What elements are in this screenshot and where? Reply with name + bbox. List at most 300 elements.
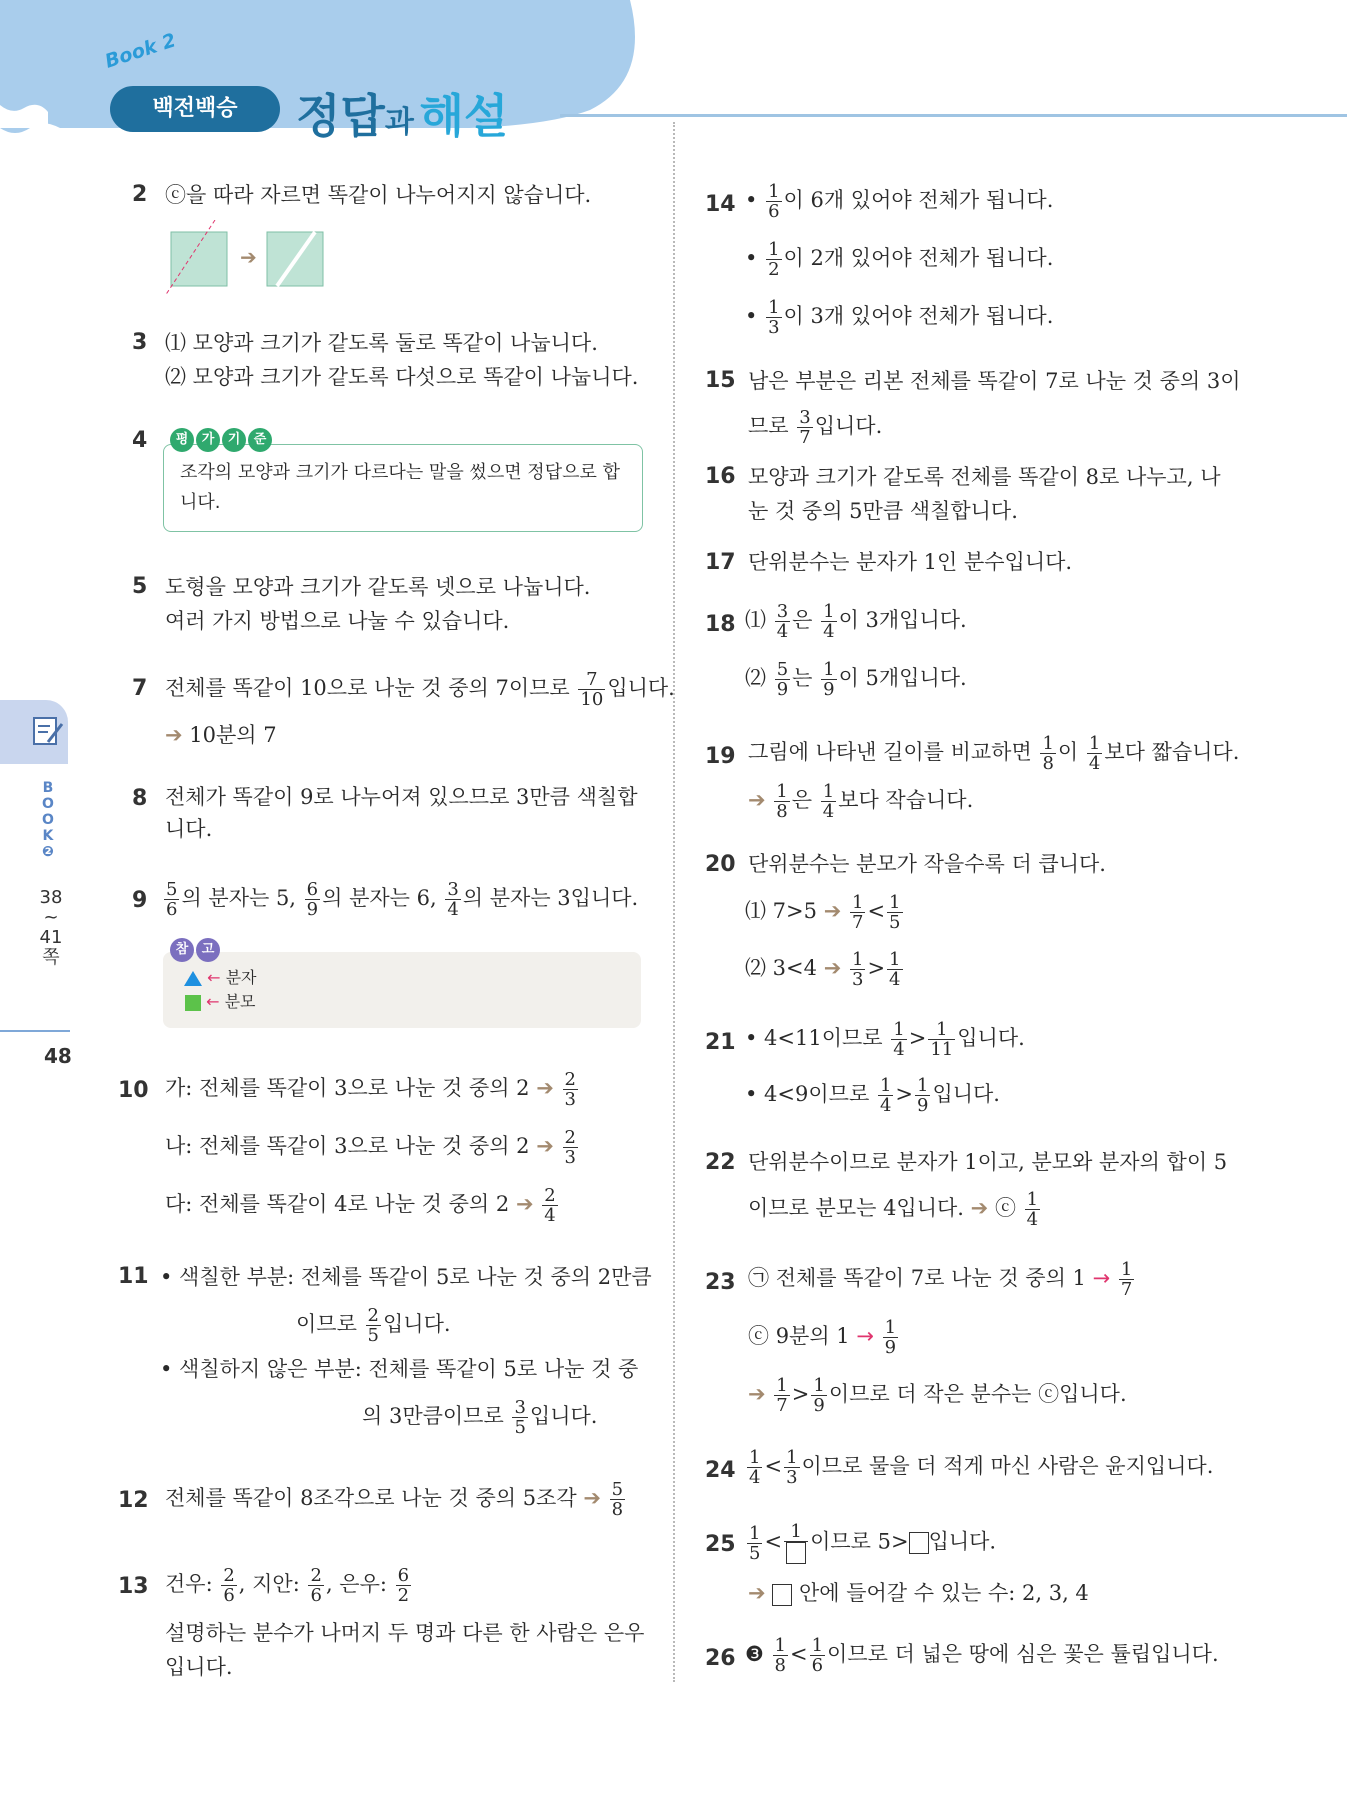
arrow-icon: ➔ bbox=[748, 1581, 766, 1605]
q22-line1: 단위분수이므로 분자가 1이고, 분모와 분자의 합이 5 bbox=[748, 1150, 1228, 1174]
denominator: 9 bbox=[823, 679, 835, 700]
circle-label: ❸ bbox=[745, 1642, 764, 1666]
note-legend bbox=[184, 966, 257, 1014]
q18-row bbox=[745, 660, 967, 699]
q14-row: • $\frac{1}{2}$ 이 2개 있어야 전체가 됩니다. bbox=[745, 239, 1054, 280]
q23-text: 9분의 1 bbox=[775, 1324, 850, 1348]
question-number: 10 bbox=[118, 1078, 149, 1103]
numerator: 1 bbox=[749, 1447, 761, 1468]
question-number: 18 bbox=[705, 612, 736, 637]
q15-text: 므로 bbox=[748, 414, 789, 438]
q5-line2: 여러 가지 방법으로 나눌 수 있습니다. bbox=[165, 609, 510, 633]
denominator: 4 bbox=[1026, 1209, 1039, 1230]
numerator: 3 bbox=[514, 1397, 526, 1418]
operator: > bbox=[895, 1082, 913, 1106]
blank-box bbox=[909, 1532, 929, 1554]
numerator: 1 bbox=[813, 1375, 825, 1396]
badge-char: 준 bbox=[248, 428, 272, 452]
q10-row bbox=[165, 1070, 580, 1109]
numerator: 5 bbox=[166, 879, 178, 900]
question-number: 17 bbox=[705, 550, 736, 575]
q15-line2 bbox=[748, 408, 882, 447]
denominator: 8 bbox=[611, 1499, 624, 1520]
q16-line2: 눈 것 중의 5만큼 색칠합니다. bbox=[748, 499, 1018, 523]
badge-char: 평 bbox=[170, 428, 194, 452]
numerator: 1 bbox=[776, 781, 788, 802]
numerator: 1 bbox=[768, 239, 780, 260]
denominator: 7 bbox=[776, 1395, 788, 1416]
fraction bbox=[766, 240, 781, 279]
numerator: 1 bbox=[1026, 1189, 1039, 1210]
page-number: 48 bbox=[44, 1044, 72, 1068]
denominator: 4 bbox=[822, 801, 835, 822]
legend-denominator: 분모 bbox=[224, 992, 256, 1011]
title-part-b: 과 bbox=[384, 105, 414, 140]
arrow-icon: → bbox=[856, 1324, 874, 1348]
fraction bbox=[1087, 734, 1102, 773]
title-part-a: 정답 bbox=[296, 89, 385, 143]
q5-line1: 도형을 모양과 크기가 같도록 넷으로 나눕니다. bbox=[165, 575, 591, 599]
q19-text: 보다 짧습니다. bbox=[1104, 740, 1240, 764]
arrow-icon: ➔ bbox=[536, 1076, 554, 1100]
denominator: 8 bbox=[774, 1655, 786, 1676]
denominator: 5 bbox=[514, 1417, 526, 1438]
operator: > bbox=[791, 1382, 810, 1406]
q20-row bbox=[745, 950, 905, 989]
denominator: 9 bbox=[813, 1395, 825, 1416]
q14-row: • $\frac{1}{6}$ 이 6개 있어야 전체가 됩니다. bbox=[745, 181, 1054, 222]
q13-line3: 입니다. bbox=[165, 1655, 233, 1679]
numerator: 1 bbox=[786, 1447, 798, 1468]
badge-char: 참 bbox=[170, 938, 194, 962]
fraction bbox=[563, 1070, 578, 1109]
denominator: 4 bbox=[1088, 753, 1101, 774]
badge-char: 기 bbox=[222, 428, 246, 452]
numerator: 1 bbox=[879, 1075, 892, 1096]
fraction bbox=[366, 1306, 381, 1345]
pages-start: 38 bbox=[39, 887, 63, 908]
q11-line4 bbox=[362, 1398, 597, 1437]
arrow-icon: ➔ bbox=[583, 1486, 601, 1510]
arrow-icon: ← bbox=[207, 968, 221, 987]
denominator bbox=[784, 1541, 808, 1564]
sidebar-rule bbox=[0, 1030, 70, 1032]
book-letter: O bbox=[42, 812, 54, 828]
fraction bbox=[915, 1076, 930, 1115]
denominator: 4 bbox=[889, 969, 901, 990]
numerator: 3 bbox=[447, 879, 459, 900]
fraction bbox=[1119, 1260, 1134, 1299]
numerator: 1 bbox=[1088, 733, 1101, 754]
q18-text: 이 5개입니다. bbox=[838, 666, 967, 690]
q25-line1 bbox=[745, 1522, 996, 1564]
book-label: Book 2 bbox=[102, 29, 179, 73]
denominator: 4 bbox=[879, 1095, 892, 1116]
note-icon bbox=[30, 714, 66, 750]
question-number: 13 bbox=[118, 1574, 149, 1599]
denominator: 3 bbox=[851, 969, 864, 990]
numerator: 1 bbox=[822, 781, 835, 802]
q15-text: 입니다. bbox=[814, 414, 883, 438]
q13-text: , 은우: bbox=[325, 1572, 387, 1596]
title-part-c: 해설 bbox=[419, 89, 509, 143]
q20-label: ⑵ 3<4 bbox=[745, 956, 817, 980]
denominator: 4 bbox=[544, 1205, 556, 1226]
fraction bbox=[766, 298, 781, 337]
numerator: 1 bbox=[917, 1075, 929, 1096]
arrow-icon: ➔ bbox=[970, 1196, 989, 1220]
q10-label: 다: 전체를 똑같이 4로 나눈 것 중의 2 bbox=[165, 1192, 510, 1216]
q18-row bbox=[745, 602, 967, 641]
numerator: 2 bbox=[564, 1069, 576, 1090]
q12-line bbox=[165, 1480, 627, 1519]
question-number: 25 bbox=[705, 1532, 736, 1557]
fraction bbox=[784, 1448, 799, 1487]
q14-row: • $\frac{1}{3}$ 이 3개 있어야 전체가 됩니다. bbox=[745, 297, 1054, 338]
q17-text: 단위분수는 분자가 1인 분수입니다. bbox=[748, 550, 1073, 574]
denominator: 3 bbox=[786, 1467, 798, 1488]
denominator: 9 bbox=[917, 1095, 929, 1116]
q19-text: 보다 작습니다. bbox=[838, 788, 974, 812]
q10-row bbox=[165, 1128, 580, 1167]
q23-text: 전체를 똑같이 7로 나눈 것 중의 1 bbox=[775, 1266, 1086, 1290]
fraction bbox=[850, 950, 865, 989]
question-number: 16 bbox=[705, 464, 736, 489]
q24-line bbox=[745, 1448, 1213, 1487]
sidebar-pages bbox=[36, 888, 66, 968]
fraction bbox=[811, 1376, 826, 1415]
numerator: 1 bbox=[893, 1019, 905, 1040]
q10-label: 나: 전체를 똑같이 3으로 나눈 것 중의 2 bbox=[165, 1134, 530, 1158]
q22-line2 bbox=[748, 1190, 1042, 1229]
arrow-icon: ➔ bbox=[536, 1134, 554, 1158]
fraction bbox=[821, 660, 836, 699]
q2-figure bbox=[165, 220, 345, 300]
fraction bbox=[766, 182, 781, 221]
q24-text: 이므로 물을 더 적게 마신 사람은 윤지입니다. bbox=[801, 1454, 1214, 1478]
q8-line2: 니다. bbox=[165, 817, 213, 841]
fraction bbox=[164, 880, 179, 919]
denominator: 3 bbox=[564, 1147, 576, 1168]
legend-numerator: 분자 bbox=[225, 968, 257, 987]
denominator: 2 bbox=[768, 259, 780, 280]
fraction bbox=[221, 1566, 236, 1605]
question-number: 14 bbox=[705, 192, 736, 217]
q13-line1 bbox=[165, 1566, 413, 1605]
arrow-icon: ➔ bbox=[165, 723, 183, 747]
denominator: 7 bbox=[1120, 1279, 1133, 1300]
numerator: 7 bbox=[586, 669, 598, 690]
q19-text: 은 bbox=[791, 788, 813, 812]
numerator: 1 bbox=[889, 949, 901, 970]
numerator: 1 bbox=[774, 1635, 786, 1656]
q14-text: 이 3개 있어야 전체가 됩니다. bbox=[783, 304, 1054, 328]
q10-label: 가: 전체를 똑같이 3으로 나눈 것 중의 2 bbox=[165, 1076, 530, 1100]
numerator: 1 bbox=[1120, 1259, 1133, 1280]
q20-label: ⑴ 7>5 bbox=[745, 899, 817, 923]
numerator: 1 bbox=[749, 1522, 761, 1544]
criteria-badge bbox=[170, 428, 272, 452]
q22-text: 이므로 분모는 4입니다. bbox=[748, 1196, 964, 1220]
q19-text: 이 bbox=[1057, 740, 1079, 764]
fraction bbox=[774, 782, 789, 821]
question-number: 23 bbox=[705, 1270, 736, 1295]
q13-text: 건우: bbox=[165, 1572, 213, 1596]
circle-label: ㉠ bbox=[748, 1266, 769, 1290]
question-number: 3 bbox=[132, 330, 148, 355]
numerator: 3 bbox=[799, 407, 811, 428]
denominator: 7 bbox=[799, 427, 811, 448]
q15-line1: 남은 부분은 리본 전체를 똑같이 7로 나눈 것 중의 3이 bbox=[748, 369, 1241, 393]
question-number: 9 bbox=[132, 888, 148, 913]
operator: > bbox=[867, 956, 886, 980]
question-number: 26 bbox=[705, 1646, 736, 1671]
question-number: 22 bbox=[705, 1150, 736, 1175]
q7-answer: 10분의 7 bbox=[189, 723, 277, 747]
denominator: 6 bbox=[223, 1585, 235, 1606]
q18-text: 는 bbox=[792, 666, 813, 690]
q10-row bbox=[165, 1186, 560, 1225]
question-number: 19 bbox=[705, 744, 736, 769]
q26-line bbox=[745, 1636, 1219, 1675]
fraction bbox=[445, 880, 460, 919]
q7-line1 bbox=[165, 670, 675, 709]
denominator: 3 bbox=[768, 317, 780, 338]
q23-row bbox=[748, 1260, 1136, 1299]
svg-text:➔: ➔ bbox=[240, 245, 257, 269]
fraction bbox=[821, 782, 836, 821]
fraction bbox=[1040, 734, 1055, 773]
q11-text: 이므로 bbox=[296, 1312, 357, 1336]
q23-row bbox=[748, 1318, 900, 1357]
fraction bbox=[810, 1636, 825, 1675]
operator: < bbox=[764, 1454, 783, 1478]
operator: < bbox=[867, 899, 886, 923]
q4-line1: 조각의 모양과 크기가 다르다는 말을 썼으면 정답으로 합 bbox=[180, 462, 620, 483]
book-letter: ❷ bbox=[42, 844, 54, 860]
badge-char: 고 bbox=[196, 938, 220, 962]
q25-text: 안에 들어갈 수 있는 수: 2, 3, 4 bbox=[798, 1581, 1089, 1605]
pages-tilde: ~ bbox=[43, 907, 59, 928]
denominator: 6 bbox=[310, 1585, 322, 1606]
fraction bbox=[891, 1020, 906, 1059]
fraction bbox=[774, 1376, 789, 1415]
blank-box bbox=[786, 1542, 806, 1564]
book-letter: B bbox=[42, 780, 54, 796]
numerator: 2 bbox=[367, 1305, 379, 1326]
denominator: 6 bbox=[811, 1655, 824, 1676]
denominator: 9 bbox=[884, 1337, 897, 1358]
q11-text: 의 3만큼이므로 bbox=[362, 1404, 504, 1428]
q13-text: , 지안: bbox=[238, 1572, 300, 1596]
fraction bbox=[610, 1480, 625, 1519]
badge-char: 가 bbox=[196, 428, 220, 452]
question-number: 11 bbox=[118, 1264, 149, 1289]
q8-line1: 전체가 똑같이 9로 나누어져 있으므로 3만큼 색칠합 bbox=[165, 785, 638, 809]
question-number: 20 bbox=[705, 852, 736, 877]
q20-row bbox=[745, 893, 905, 932]
question-number: 8 bbox=[132, 786, 148, 811]
fraction bbox=[747, 1524, 762, 1563]
q7-text-a: 전체를 똑같이 10으로 나눈 것 중의 7이므로 bbox=[165, 676, 570, 700]
operator: < bbox=[764, 1529, 783, 1554]
question-number: 5 bbox=[132, 574, 148, 599]
fraction bbox=[887, 893, 902, 932]
fraction bbox=[563, 1128, 578, 1167]
fraction bbox=[850, 893, 865, 932]
question-number: 2 bbox=[132, 182, 148, 207]
q21-label: • 4<11이므로 bbox=[745, 1026, 883, 1050]
q7-line2 bbox=[165, 718, 277, 752]
fraction bbox=[821, 602, 836, 641]
q25-line2 bbox=[748, 1576, 1089, 1610]
q18-text: 은 bbox=[792, 608, 813, 632]
arrow-icon: ➔ bbox=[748, 788, 766, 812]
q19-line1 bbox=[748, 734, 1239, 773]
q23-row bbox=[748, 1376, 1127, 1415]
numerator: 1 bbox=[936, 1019, 948, 1040]
numerator: 1 bbox=[823, 659, 835, 680]
circle-label: ⓒ bbox=[748, 1324, 769, 1348]
operator: > bbox=[908, 1026, 927, 1050]
denominator: 10 bbox=[580, 689, 604, 710]
numerator: 1 bbox=[768, 181, 780, 202]
denominator: 6 bbox=[166, 899, 178, 920]
book-letter: K bbox=[42, 828, 54, 844]
square-icon bbox=[185, 995, 201, 1011]
fraction bbox=[1025, 1190, 1040, 1229]
question-number: 4 bbox=[132, 428, 148, 453]
denominator: 11 bbox=[930, 1039, 954, 1060]
q11-text: 입니다. bbox=[529, 1404, 598, 1428]
fraction bbox=[305, 880, 320, 919]
q9-text: 의 분자는 3입니다. bbox=[462, 886, 639, 910]
numerator: 2 bbox=[223, 1565, 235, 1586]
q23-text: 이므로 더 작은 분수는 ⓒ입니다. bbox=[828, 1382, 1127, 1406]
numerator: 5 bbox=[776, 659, 789, 680]
denominator: 5 bbox=[749, 1542, 761, 1564]
numerator: 1 bbox=[768, 297, 780, 318]
numerator: 2 bbox=[310, 1565, 322, 1586]
q9-line1 bbox=[162, 880, 638, 919]
q11-text: 입니다. bbox=[383, 1312, 451, 1336]
blank-box bbox=[772, 1584, 792, 1606]
q21-row bbox=[745, 1020, 1025, 1059]
fraction bbox=[878, 1076, 893, 1115]
q7-text-b: 입니다. bbox=[607, 676, 675, 700]
q13-line2: 설명하는 분수가 나머지 두 명과 다른 한 사람은 은우 bbox=[165, 1621, 645, 1645]
fraction bbox=[773, 1636, 788, 1675]
book-letter: O bbox=[42, 796, 54, 812]
denominator: 9 bbox=[776, 679, 789, 700]
numerator: 1 bbox=[823, 601, 835, 622]
denominator: 9 bbox=[306, 899, 319, 920]
fraction bbox=[308, 1566, 323, 1605]
series-badge: 백전백승 bbox=[110, 86, 280, 132]
q12-text: 전체를 똑같이 8조각으로 나눈 것 중의 5조각 bbox=[165, 1486, 577, 1510]
q21-text: 입니다. bbox=[957, 1026, 1025, 1050]
q14-text: 이 6개 있어야 전체가 됩니다. bbox=[783, 188, 1054, 212]
arrow-icon: ➔ bbox=[748, 1382, 766, 1406]
fraction bbox=[578, 670, 605, 709]
q2-text: ⓒ을 따라 자르면 똑같이 나누어지지 않습니다. bbox=[165, 183, 592, 207]
column-divider bbox=[673, 122, 675, 1682]
denominator: 5 bbox=[889, 912, 901, 933]
arrow-icon: ← bbox=[206, 992, 220, 1011]
denominator: 5 bbox=[367, 1325, 379, 1346]
numerator: 1 bbox=[851, 949, 864, 970]
q21-text: 입니다. bbox=[932, 1082, 1000, 1106]
arrow-icon: ➔ bbox=[823, 956, 842, 980]
denominator: 6 bbox=[768, 201, 780, 222]
denominator: 4 bbox=[447, 899, 459, 920]
q16-line1: 모양과 크기가 같도록 전체를 똑같이 8로 나누고, 나 bbox=[748, 465, 1221, 489]
fraction bbox=[784, 1522, 808, 1564]
q18-label: ⑴ bbox=[745, 608, 766, 632]
question-number: 21 bbox=[705, 1030, 736, 1055]
q14-text: 이 2개 있어야 전체가 됩니다. bbox=[783, 246, 1054, 270]
q3-line2: ⑵ 모양과 크기가 같도록 다섯으로 똑같이 나눕니다. bbox=[165, 365, 639, 389]
q21-label: • 4<9이므로 bbox=[745, 1082, 870, 1106]
q9-text: 의 분자는 6, bbox=[322, 886, 437, 910]
numerator: 1 bbox=[811, 1635, 824, 1656]
denominator: 8 bbox=[776, 801, 788, 822]
fraction bbox=[928, 1020, 955, 1059]
arrow-icon: ➔ bbox=[515, 1192, 534, 1216]
sidebar-tab bbox=[0, 700, 68, 764]
arrow-icon: ➔ bbox=[823, 899, 842, 923]
page-title bbox=[296, 80, 508, 146]
arrow-icon: → bbox=[1092, 1266, 1111, 1290]
numerator: 2 bbox=[564, 1127, 576, 1148]
q25-text: 입니다. bbox=[928, 1529, 997, 1554]
note-badge bbox=[170, 938, 220, 962]
numerator: 1 bbox=[884, 1317, 897, 1338]
pages-end: 41 bbox=[39, 927, 63, 948]
numerator: 1 bbox=[776, 1375, 788, 1396]
numerator: 1 bbox=[1042, 733, 1054, 754]
q4-line2: 니다. bbox=[180, 492, 221, 513]
q21-row bbox=[745, 1076, 1000, 1115]
numerator: 6 bbox=[397, 1565, 410, 1586]
q3-line1: ⑴ 모양과 크기가 같도록 둘로 똑같이 나눕니다. bbox=[165, 331, 598, 355]
circle-label: ⓒ bbox=[994, 1196, 1016, 1220]
pages-unit: 쪽 bbox=[42, 947, 60, 968]
denominator: 4 bbox=[776, 621, 789, 642]
question-number: 7 bbox=[132, 676, 148, 701]
header-rule bbox=[560, 114, 1347, 117]
q19-text: 그림에 나타낸 길이를 비교하면 bbox=[748, 740, 1032, 764]
q25-text: 이므로 5> bbox=[810, 1529, 909, 1554]
fraction bbox=[775, 602, 790, 641]
q11-line1: • 색칠한 부분: 전체를 똑같이 5로 나눈 것 중의 2만큼 bbox=[160, 1265, 652, 1289]
fraction bbox=[797, 408, 812, 447]
fraction bbox=[542, 1186, 557, 1225]
question-number: 24 bbox=[705, 1458, 736, 1483]
question-number: 15 bbox=[705, 368, 736, 393]
numerator: 2 bbox=[544, 1185, 556, 1206]
q19-line2 bbox=[748, 782, 973, 821]
fraction bbox=[512, 1398, 527, 1437]
fraction bbox=[883, 1318, 898, 1357]
question-number: 12 bbox=[118, 1488, 149, 1513]
q20-text: 단위분수는 분모가 작을수록 더 큽니다. bbox=[748, 852, 1106, 876]
numerator: 1 bbox=[851, 892, 864, 913]
operator: < bbox=[789, 1642, 808, 1666]
numerator: 3 bbox=[776, 601, 789, 622]
denominator: 4 bbox=[893, 1039, 905, 1060]
q26-text: 이므로 더 넓은 땅에 심은 꽃은 튤립입니다. bbox=[827, 1642, 1219, 1666]
